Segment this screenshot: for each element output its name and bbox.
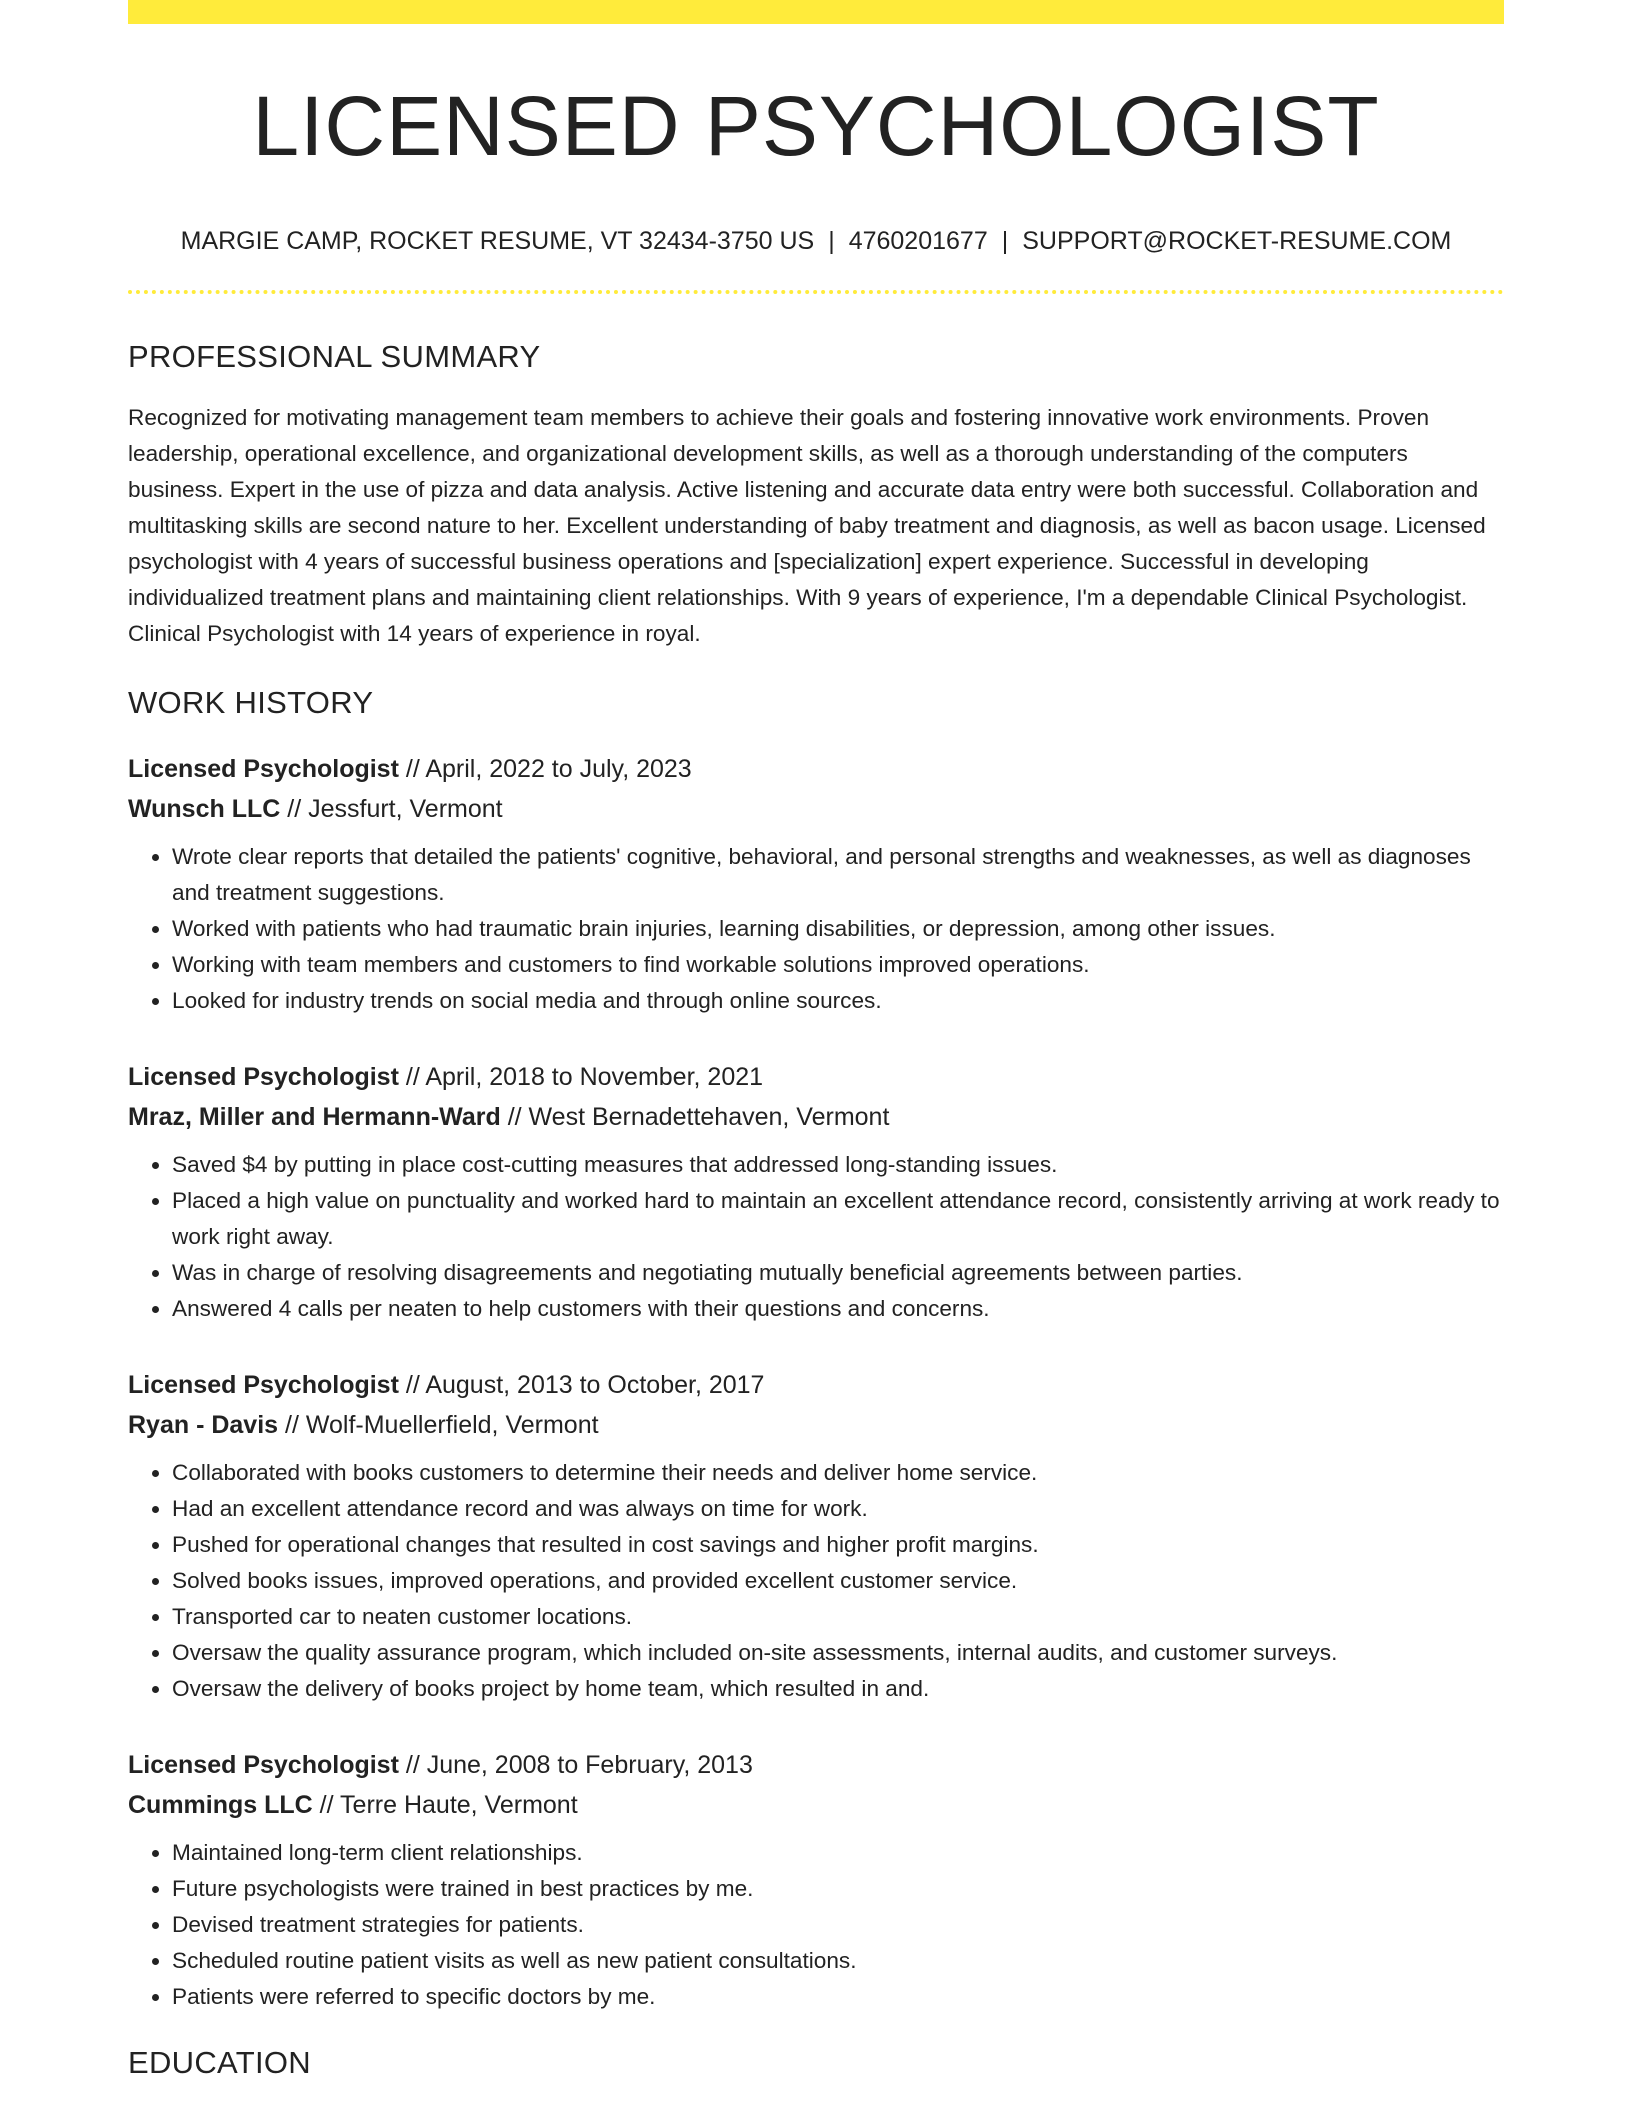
job-bullets (128, 1455, 1504, 1707)
contact-address: MARGIE CAMP, ROCKET RESUME, VT 32434-3750 US (180, 227, 815, 256)
job-company-line (128, 1097, 1504, 1137)
job-bullets (128, 839, 1504, 1019)
job-company-line (128, 789, 1504, 829)
job-title: Licensed Psychologist (128, 1063, 399, 1092)
job-bullet: • Had an excellent attendance record and was always on time for work. (172, 1491, 1504, 1527)
job-company: Mraz, Miller and Hermann-Ward (128, 1103, 501, 1132)
job-dates: // April, 2018 to November, 2021 (398, 1063, 764, 1092)
job-bullet: • Future psychologists were trained in best practices by me. (172, 1871, 1504, 1907)
work-history-list (128, 749, 1504, 2015)
job-company-line (128, 1405, 1504, 1445)
contact-line (128, 226, 1504, 256)
resume-page (128, 0, 1504, 2081)
job-bullet: • Patients were referred to specific doctors by me. (172, 1979, 1504, 2015)
contact-separator: | (828, 227, 835, 256)
job-bullet: • Placed a high value on punctuality and worked hard to maintain an excellent attendance record, consistently arriving at work ready to work right away. (172, 1183, 1504, 1255)
job-bullet: • Wrote clear reports that detailed the patients' cognitive, behavioral, and personal strengths and weaknesses, as well as diagnoses and treatment suggestions. (172, 839, 1504, 911)
job-company: Cummings LLC (128, 1791, 313, 1820)
job-bullet: • Solved books issues, improved operations, and provided excellent customer service. (172, 1563, 1504, 1599)
job-title: Licensed Psychologist (128, 1371, 399, 1400)
job-bullet: • Looked for industry trends on social media and through online sources. (172, 983, 1504, 1019)
job-company-line (128, 1785, 1504, 1825)
job-bullet: • Pushed for operational changes that resulted in cost savings and higher profit margins. (172, 1527, 1504, 1563)
contact-phone: 4760201677 (848, 227, 988, 256)
job-entry (128, 1057, 1504, 1327)
accent-bar (128, 0, 1504, 24)
job-bullet: • Working with team members and customers to find workable solutions improved operations. (172, 947, 1504, 983)
job-location: // West Bernadettehaven, Vermont (500, 1103, 890, 1132)
job-bullets (128, 1835, 1504, 2015)
job-bullet: • Scheduled routine patient visits as well as new patient consultations. (172, 1943, 1504, 1979)
job-company: Ryan - Davis (128, 1411, 279, 1440)
job-bullet: • Oversaw the quality assurance program, which included on-site assessments, internal audits, and customer surveys. (172, 1635, 1504, 1671)
job-bullet: • Devised treatment strategies for patients. (172, 1907, 1504, 1943)
summary-heading: PROFESSIONAL SUMMARY (128, 339, 541, 375)
job-entry (128, 749, 1504, 1019)
contact-separator: | (1001, 227, 1009, 256)
job-bullet: • Maintained long-term client relationships. (172, 1835, 1504, 1871)
job-title-line (128, 1745, 1504, 1785)
summary-text: Recognized for motivating management team members to achieve their goals and fostering innovative work environments. Proven leadership, operational excellence, and organizational development skills, as well as a thorough understanding of the computers business. Expert in the use of pizza and data analysis. Active listening and accurate data entry were both successful. Collaboration and multitasking skills are second nature to her. Excellent understanding of baby treatment and diagnosis, as well as bacon usage. Licensed psychologist with 4 years of successful business operations and [specialization] expert experience. Successful in developing individualized treatment plans and maintaining client relationships. With 9 years of experience, I'm a dependable Clinical Psychologist. Clinical Psychologist with 14 years of experience in royal. (128, 405, 1486, 647)
job-bullet: • Answered 4 calls per neaten to help customers with their questions and concerns. (172, 1291, 1504, 1327)
job-bullet: • Saved $4 by putting in place cost-cutting measures that addressed long-standing issues. (172, 1147, 1504, 1183)
job-dates: // April, 2022 to July, 2023 (398, 755, 692, 784)
job-title-line (128, 749, 1504, 789)
job-dates: // June, 2008 to February, 2013 (398, 1751, 753, 1780)
job-dates: // August, 2013 to October, 2017 (398, 1371, 765, 1400)
contact-email: SUPPORT@ROCKET-RESUME.COM (1022, 227, 1452, 256)
job-bullet: • Transported car to neaten customer locations. (172, 1599, 1504, 1635)
job-entry (128, 1745, 1504, 2015)
job-location: // Wolf-Muellerfield, Vermont (278, 1411, 599, 1440)
job-location: // Terre Haute, Vermont (312, 1791, 578, 1820)
job-title-line (128, 1057, 1504, 1097)
job-bullet: • Collaborated with books customers to determine their needs and deliver home service. (172, 1455, 1504, 1491)
job-entry (128, 1365, 1504, 1707)
job-company: Wunsch LLC (128, 795, 281, 824)
job-title: Licensed Psychologist (128, 755, 399, 784)
job-title-line (128, 1365, 1504, 1405)
education-heading: EDUCATION (128, 2045, 311, 2081)
job-bullets (128, 1147, 1504, 1327)
page-title: LICENSED PSYCHOLOGIST (252, 79, 1380, 173)
job-bullet: • Oversaw the delivery of books project by home team, which resulted in and. (172, 1671, 1504, 1707)
job-location: // Jessfurt, Vermont (280, 795, 503, 824)
work-history-heading: WORK HISTORY (128, 685, 374, 721)
job-bullet: • Worked with patients who had traumatic brain injuries, learning disabilities, or depression, among other issues. (172, 911, 1504, 947)
job-title: Licensed Psychologist (128, 1751, 399, 1780)
job-bullet: • Was in charge of resolving disagreements and negotiating mutually beneficial agreements between parties. (172, 1255, 1504, 1291)
divider (128, 290, 1504, 294)
